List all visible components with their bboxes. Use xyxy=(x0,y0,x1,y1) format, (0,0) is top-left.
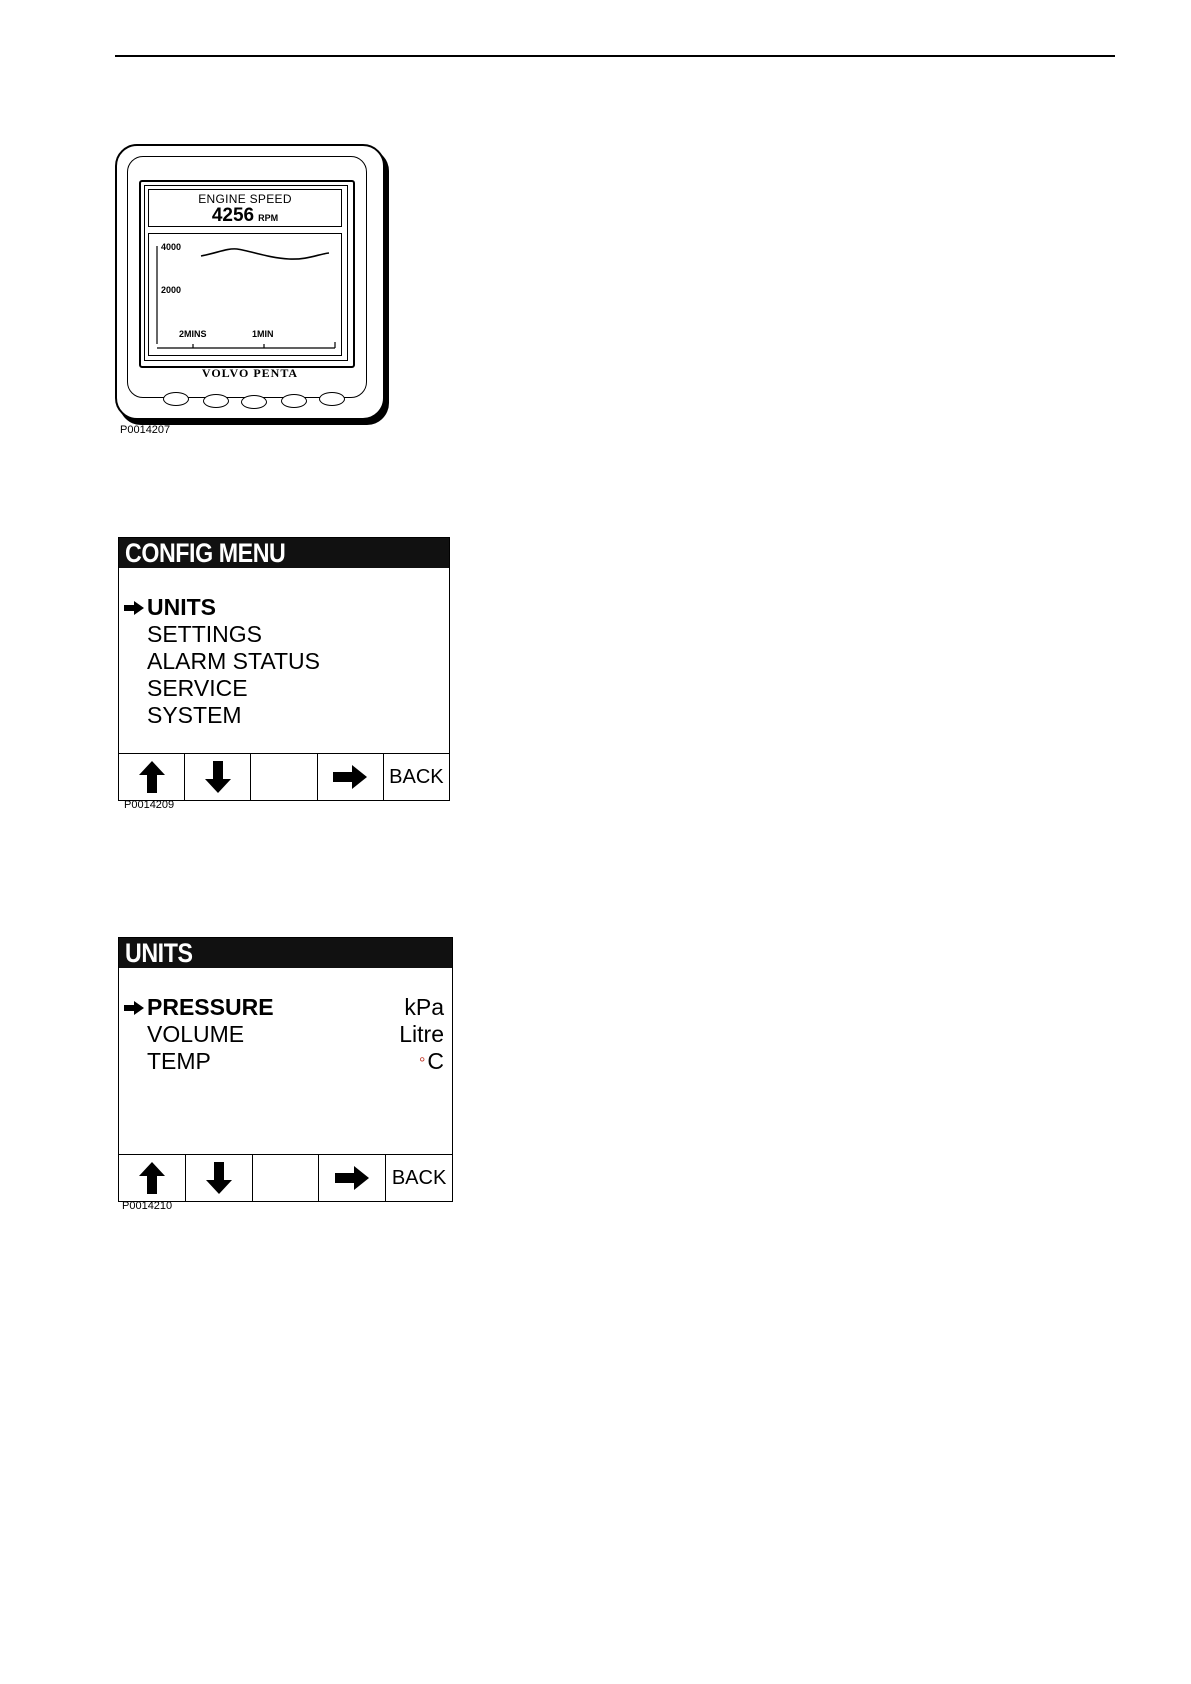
y-tick-4000: 4000 xyxy=(161,242,182,252)
up-button[interactable] xyxy=(119,1155,186,1201)
gauge-value: 4256 xyxy=(211,205,255,226)
gauge-button-1 xyxy=(163,392,189,406)
arrow-up-icon xyxy=(138,760,166,794)
menu-list xyxy=(119,594,449,729)
units-item-label: VOLUME xyxy=(147,1021,245,1047)
units-item-value: kPa xyxy=(404,994,444,1020)
x-tick-label-1min: 1MIN xyxy=(252,329,274,339)
figure-code: P0014209 xyxy=(124,799,175,811)
menu-item-system[interactable] xyxy=(119,702,449,729)
menu-item-alarm-status[interactable] xyxy=(119,648,449,675)
gauge-trend-plot xyxy=(148,233,342,356)
menu-item-label: ALARM STATUS xyxy=(147,648,320,674)
rpm-trend-line xyxy=(201,249,329,259)
gauge-unit: RPM xyxy=(258,213,279,223)
units-item-value: Litre xyxy=(399,1021,444,1047)
units-item-value: C xyxy=(427,1048,444,1074)
back-button[interactable]: BACK xyxy=(391,1166,447,1189)
engine-speed-gauge xyxy=(115,144,393,424)
gauge-button-5 xyxy=(319,392,345,406)
gauge-button-2 xyxy=(203,394,229,408)
units-item-value-group xyxy=(419,1048,444,1075)
top-rule xyxy=(115,55,1115,57)
arrow-down-icon xyxy=(205,1161,233,1195)
enter-button[interactable] xyxy=(318,754,384,800)
arrow-up-icon xyxy=(138,1161,166,1195)
screen-title-text: CONFIG MENU xyxy=(125,538,286,568)
brand-logo: VOLVO PENTA xyxy=(201,366,299,380)
back-button[interactable]: BACK xyxy=(389,765,444,788)
blank-softkey[interactable] xyxy=(253,1155,320,1201)
degree-symbol: ° xyxy=(418,1055,426,1072)
arrow-right-icon xyxy=(332,764,368,790)
menu-item-label: SETTINGS xyxy=(147,621,263,647)
x-tick-label-2mins: 2MINS xyxy=(179,329,207,339)
up-button[interactable] xyxy=(119,754,185,800)
enter-button[interactable] xyxy=(319,1155,386,1201)
figure-code: P0014210 xyxy=(122,1200,173,1212)
screen-title xyxy=(119,938,452,968)
units-item-label: TEMP xyxy=(147,1048,211,1074)
units-item-pressure[interactable] xyxy=(119,994,452,1021)
screen-title xyxy=(119,538,449,568)
softkey-bar xyxy=(119,753,449,800)
menu-item-settings[interactable] xyxy=(119,621,449,648)
config-menu-screen xyxy=(118,537,450,801)
menu-item-label: SERVICE xyxy=(147,675,248,701)
figure-code: P0014207 xyxy=(120,424,171,436)
units-list xyxy=(119,994,452,1075)
units-item-temp[interactable] xyxy=(119,1048,452,1075)
selection-arrow-icon xyxy=(123,600,145,616)
gauge-value-row xyxy=(149,206,341,228)
menu-item-label: SYSTEM xyxy=(147,702,242,728)
gauge-button-3 xyxy=(241,395,267,409)
units-item-label: PRESSURE xyxy=(147,994,274,1020)
menu-item-label: UNITS xyxy=(147,594,216,620)
arrow-down-icon xyxy=(204,760,232,794)
screen-title-text: UNITS xyxy=(125,938,193,968)
gauge-header xyxy=(148,189,342,227)
selection-arrow-icon xyxy=(123,1000,145,1016)
softkey-bar xyxy=(119,1154,452,1201)
units-item-volume[interactable] xyxy=(119,1021,452,1048)
gauge-title: ENGINE SPEED xyxy=(198,192,292,206)
down-button[interactable] xyxy=(185,754,251,800)
y-tick-2000: 2000 xyxy=(161,285,182,295)
menu-item-units[interactable] xyxy=(119,594,449,621)
blank-softkey[interactable] xyxy=(251,754,317,800)
menu-item-service[interactable] xyxy=(119,675,449,702)
arrow-right-icon xyxy=(334,1165,370,1191)
gauge-button-4 xyxy=(281,394,307,408)
units-screen xyxy=(118,937,453,1202)
down-button[interactable] xyxy=(186,1155,253,1201)
